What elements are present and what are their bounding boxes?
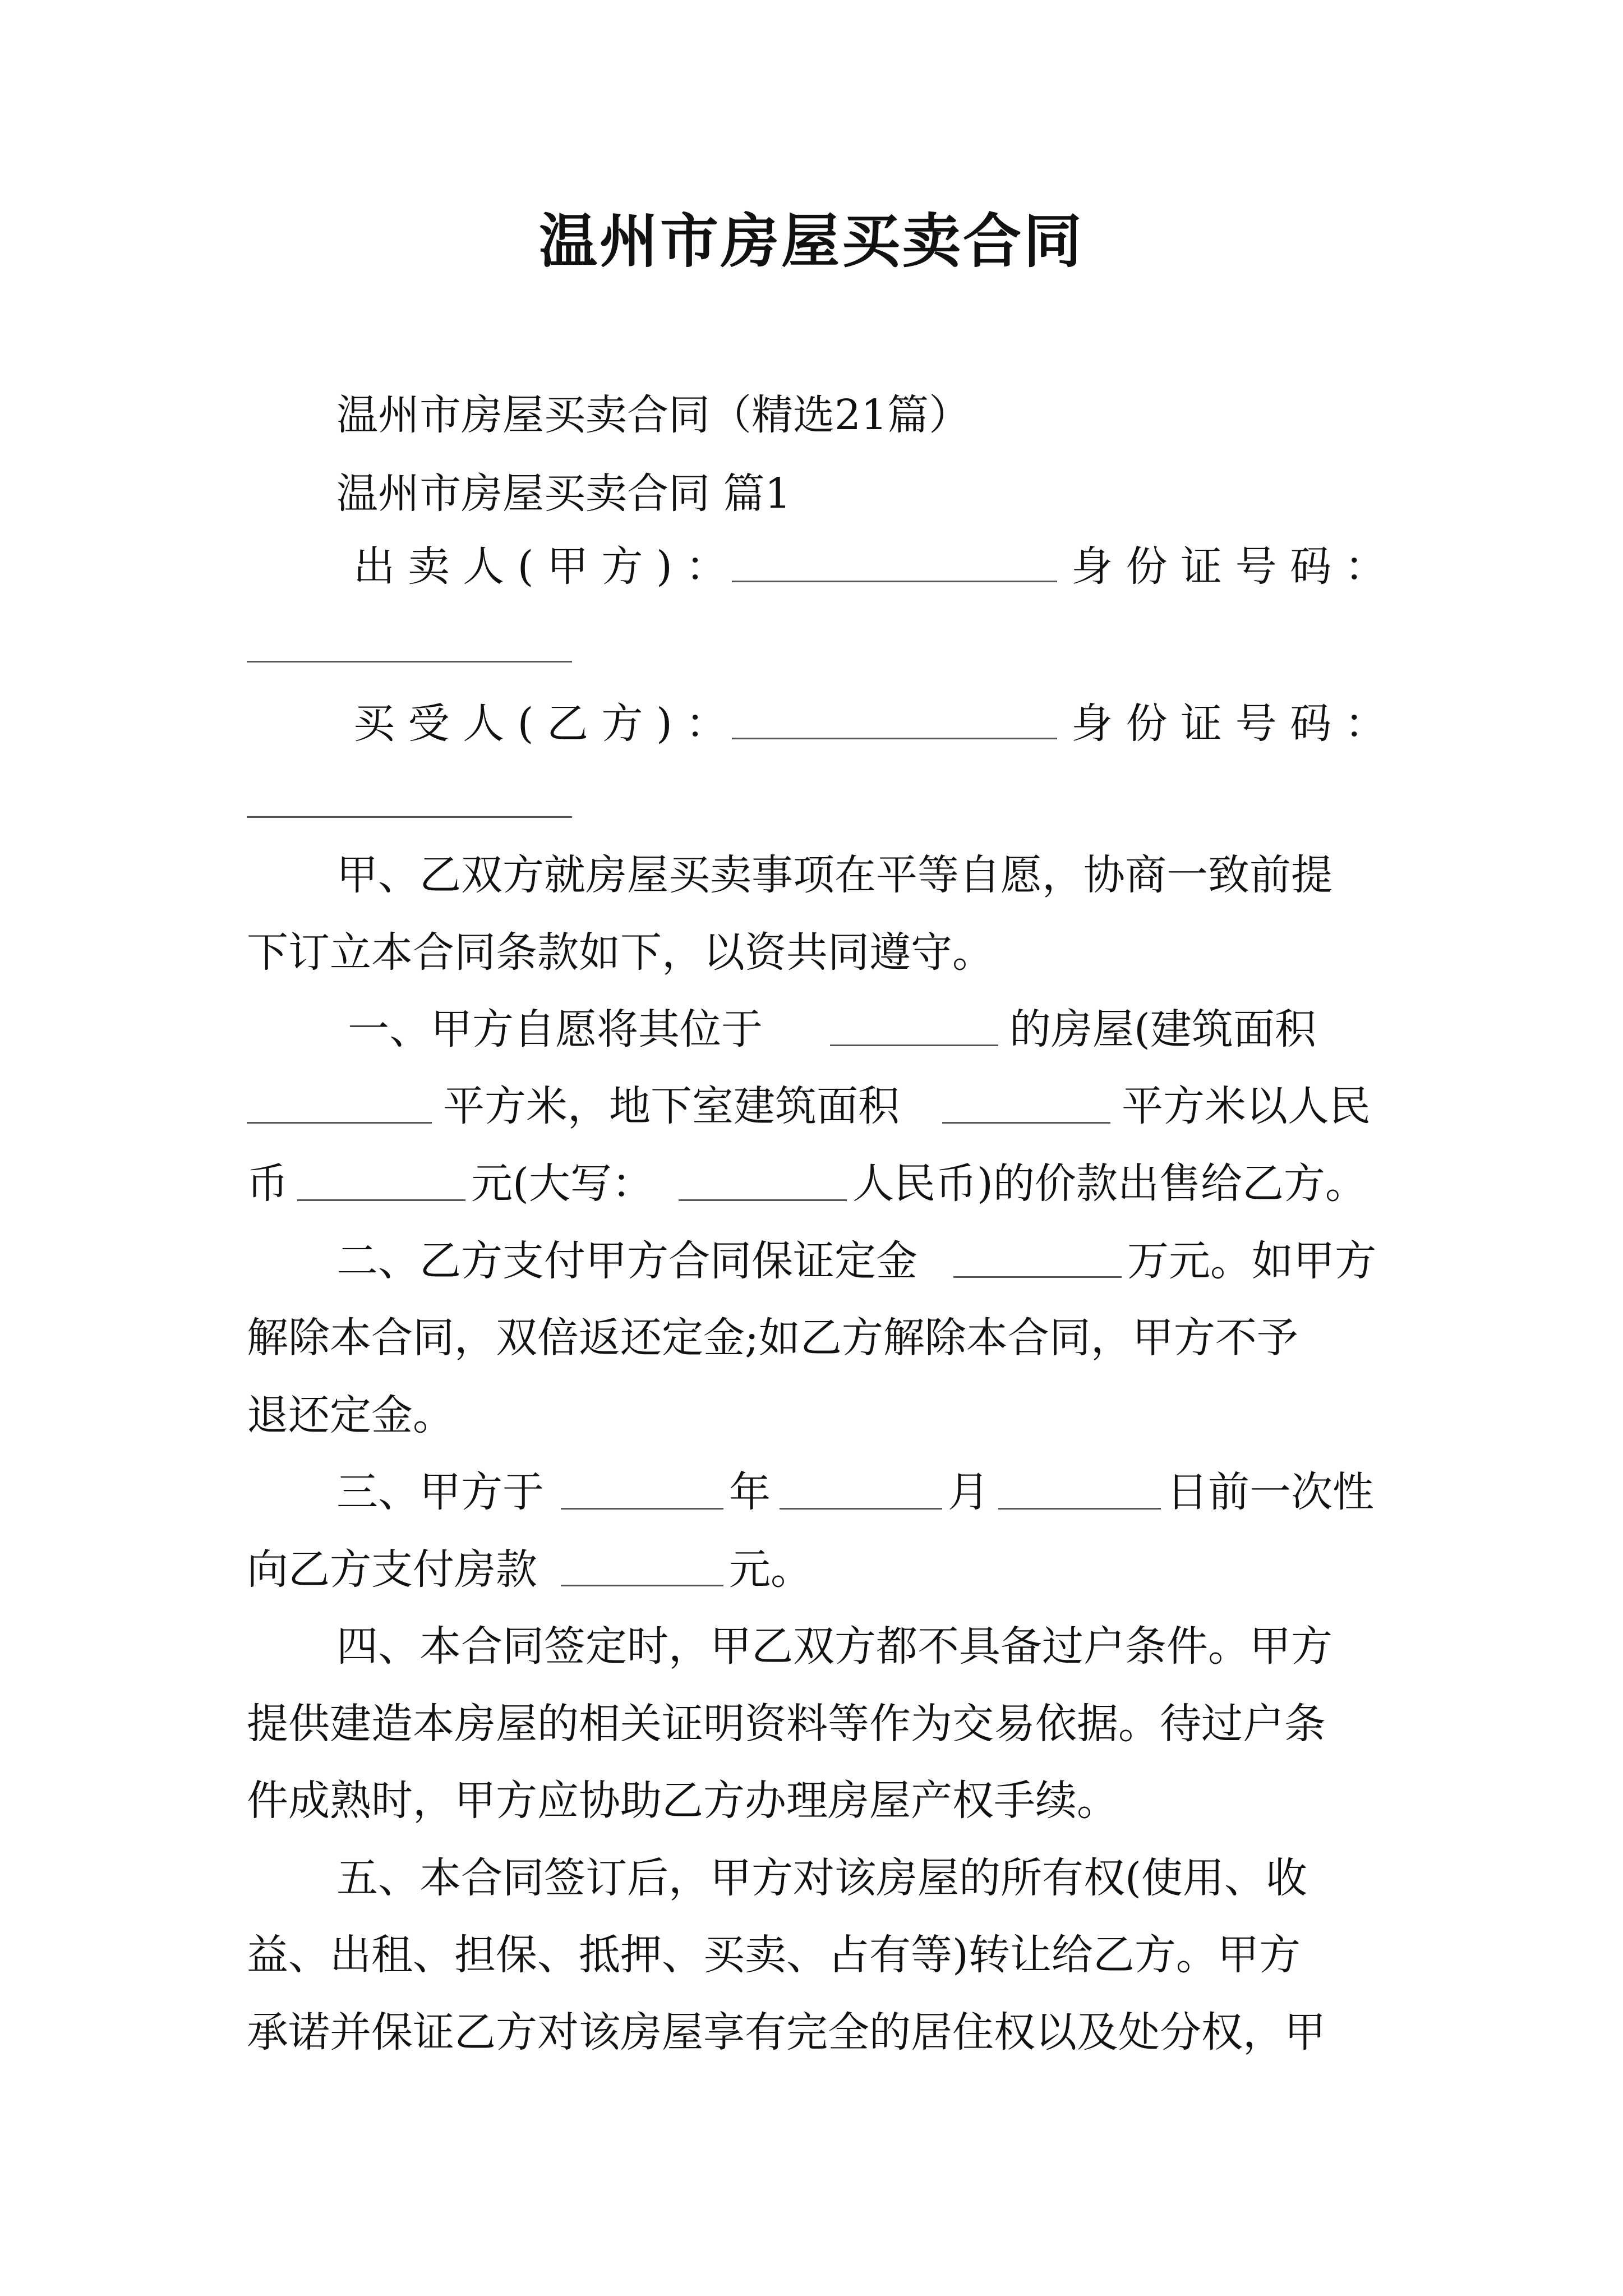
clause5-line-2: 益、出租、担保、抵押、买卖、占有等)转让给乙方。甲方: [247, 1931, 1301, 1979]
clause2-line-c: 退还定金。: [247, 1391, 454, 1439]
clause1-part-c1: 币: [247, 1159, 288, 1208]
clause4-line-3: 件成熟时，甲方应协助乙方办理房屋产权手续。: [247, 1777, 1118, 1825]
buyer-id-label: 身 份 证 号 码 ：: [1071, 700, 1386, 748]
clause3-part-a1: 三、甲方于: [336, 1468, 544, 1516]
clause3-day-blank: [998, 1508, 1161, 1510]
document-title: 温州市房屋买卖合同: [538, 206, 1084, 275]
clause3-part-a2: 年: [729, 1468, 771, 1516]
clause1-part-a1: 一、甲方自愿将其位于: [348, 1005, 763, 1053]
clause1-area-blank: [247, 1122, 432, 1124]
clause4-line-1: 四、本合同签定时，甲乙双方都不具备过户条件。甲方: [336, 1622, 1332, 1671]
clause2-line-b: 解除本合同，双倍返还定金;如乙方解除本合同，甲方不予: [247, 1314, 1298, 1362]
clause1-location-blank: [830, 1045, 998, 1046]
clause4-line-2: 提供建造本房屋的相关证明资料等作为交易依据。待过户条: [247, 1700, 1326, 1748]
buyer-name-blank: [732, 738, 1057, 739]
buyer-label: 买 受 人 ( 乙 方 ) ：: [353, 700, 727, 748]
clause2-deposit-blank: [953, 1276, 1122, 1278]
clause1-basement-blank: [942, 1122, 1110, 1124]
part-heading: 温州市房屋买卖合同 篇1: [336, 470, 791, 518]
clause3-part-a4: 日前一次性: [1166, 1468, 1374, 1516]
seller-label: 出 卖 人 ( 甲 方 ) ：: [353, 542, 727, 591]
clause1-part-b1: 平方米，地下室建筑面积: [443, 1082, 900, 1130]
intro-line-2: 下订立本合同条款如下，以资共同遵守。: [247, 928, 994, 977]
clause3-part-b2: 元。: [729, 1545, 812, 1594]
clause1-price-words-blank: [679, 1199, 847, 1201]
seller-name-blank: [732, 581, 1057, 582]
seller-id-label: 身 份 证 号 码 ：: [1071, 542, 1386, 591]
clause1-part-a2: 的房屋(建筑面积: [1009, 1005, 1316, 1053]
clause3-month-blank: [780, 1508, 942, 1510]
clause3-part-a3: 月: [948, 1468, 989, 1516]
clause1-part-c2: 元(大写：: [471, 1159, 653, 1208]
clause3-amount-blank: [561, 1585, 723, 1586]
clause5-line-3: 承诺并保证乙方对该房屋享有完全的居住权以及处分权，甲: [247, 2008, 1326, 2056]
clause1-part-c3: 人民币)的价款出售给乙方。: [852, 1159, 1367, 1208]
clause1-part-b2: 平方米以人民: [1122, 1082, 1371, 1130]
clause5-line-1: 五、本合同签订后，甲方对该房屋的所有权(使用、收: [336, 1854, 1307, 1902]
clause3-part-b1: 向乙方支付房款: [247, 1545, 537, 1594]
document-subtitle: 温州市房屋买卖合同（精选21篇）: [336, 391, 971, 439]
clause2-part-a1: 二、乙方支付甲方合同保证定金: [336, 1237, 917, 1285]
intro-line-1: 甲、乙双方就房屋买卖事项在平等自愿，协商一致前提: [336, 851, 1332, 899]
clause1-price-blank: [297, 1199, 465, 1201]
clause3-year-blank: [561, 1508, 723, 1510]
seller-id-blank: [247, 661, 572, 662]
buyer-id-blank: [247, 816, 572, 818]
clause2-part-a2: 万元。如甲方: [1127, 1237, 1376, 1285]
